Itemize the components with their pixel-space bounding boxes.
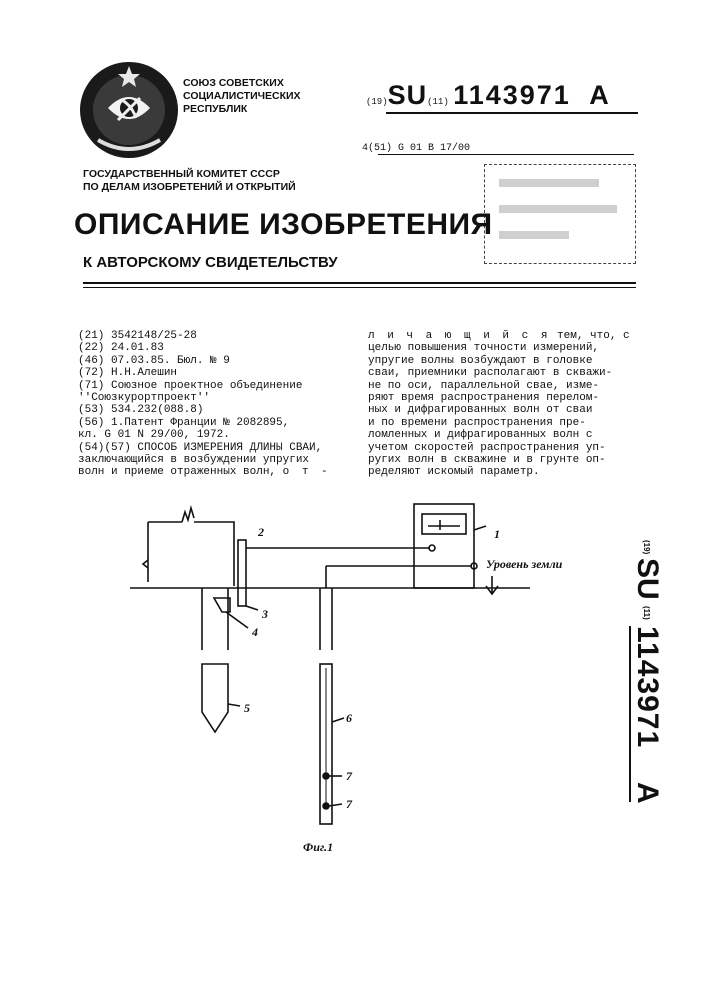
- abstract-line: ределяют искомый параметр.: [368, 466, 540, 479]
- committee-line: ПО ДЕЛАМ ИЗОБРЕТЕНИЙ И ОТКРЫТИЙ: [83, 181, 296, 193]
- inid-code-11: (11): [427, 97, 449, 107]
- abstract: [368, 330, 636, 479]
- committee-line: ГОСУДАРСТВЕННЫЙ КОМИТЕТ СССР: [83, 168, 280, 180]
- ussr-state-emblem-icon: [78, 60, 180, 160]
- inid-code-19: (19): [366, 97, 388, 107]
- side-country-code: SU: [631, 558, 664, 600]
- biblio-line: (54)(57) СПОСОБ ИЗМЕРЕНИЯ ДЛИНЫ СВАИ,: [78, 441, 323, 454]
- org-line: РЕСПУБЛИК: [183, 103, 248, 115]
- abstract-line: не по оси, параллельной свае, изме-: [368, 379, 600, 392]
- leader-7b: [329, 804, 342, 806]
- patent-number: [366, 80, 611, 111]
- pile-lower: [202, 664, 228, 732]
- library-stamp: [484, 164, 636, 264]
- sensor-2: [238, 540, 246, 606]
- abstract-line: упругие волны возбуждают в головке: [368, 354, 593, 367]
- leader-4: [226, 612, 248, 628]
- receiver-7a: [323, 773, 329, 779]
- header-rule-thin: [83, 287, 636, 288]
- abstract-spaced-word: л и ч а ю щ и й с я: [368, 330, 551, 342]
- leader-5: [228, 704, 240, 706]
- side-patent-kind: A: [631, 782, 664, 804]
- biblio-line: (22) 24.01.83: [78, 342, 164, 355]
- side-patent-number: [628, 540, 688, 810]
- patent-kind: A: [589, 80, 611, 110]
- document-subtitle: К АВТОРСКОМУ СВИДЕТЕЛЬСТВУ: [83, 254, 338, 271]
- borehole-upper: [320, 588, 332, 650]
- side-inid-code-19: (19): [642, 540, 651, 555]
- biblio-line: (46) 07.03.85. Бюл. № 9: [78, 354, 230, 367]
- org-line: СОЮЗ СОВЕТСКИХ: [183, 77, 284, 89]
- abstract-line: ряют время распространения перелом-: [368, 392, 600, 405]
- ipc-class: 4(51) G 01 B 17/00: [362, 143, 471, 154]
- leader-6: [332, 718, 344, 722]
- side-inid-code-11: (11): [642, 606, 651, 620]
- number-underline: [386, 112, 638, 114]
- figure-1-drawing: [130, 500, 600, 840]
- ground-level-label: Уровень земли: [486, 557, 563, 571]
- biblio-line: заключающийся в возбуждении упругих: [78, 454, 310, 467]
- instrument-display: [422, 514, 466, 534]
- abstract-line: и по времени распространения пре-: [368, 416, 586, 429]
- figure-caption: Фиг.1: [303, 840, 334, 854]
- abstract-line: [368, 330, 636, 342]
- org-name: [183, 77, 323, 116]
- label-4: 4: [252, 625, 258, 639]
- abstract-line-rest: тем, что, с: [557, 330, 630, 342]
- display-trace: [428, 520, 460, 530]
- biblio-line: (71) Союзное проектное объединение: [78, 379, 303, 392]
- side-patent-number-value: 1143971: [631, 626, 664, 749]
- biblio-line: (53) 534.232(088.8): [78, 404, 204, 417]
- bibliographic-data: [78, 330, 363, 479]
- abstract-line: ломленных и дифрагированных волн с: [368, 429, 593, 442]
- biblio-line: (72) Н.Н.Алешин: [78, 367, 178, 380]
- label-1: 1: [494, 527, 500, 541]
- biblio-line-text: волн и приеме отраженных волн,: [78, 466, 277, 479]
- abstract-line: ных и дифрагированных волн от сваи: [368, 404, 593, 417]
- biblio-line: [78, 466, 363, 478]
- structure-outline: [148, 508, 234, 586]
- committee-name: [83, 168, 343, 194]
- biblio-line-tail: о т -: [282, 466, 331, 479]
- abstract-line: учетом скоростей распространения уп-: [368, 441, 606, 454]
- abstract-line: целью повышения точности измерений,: [368, 342, 600, 355]
- label-6: 6: [346, 711, 352, 725]
- biblio-line: кл. G 01 N 29/00, 1972.: [78, 429, 230, 442]
- leader-1: [474, 526, 486, 530]
- label-3: 3: [262, 607, 268, 621]
- biblio-line: (56) 1.Патент Франции № 2082895,: [78, 416, 290, 429]
- biblio-line: ''Союзкурортпроект'': [78, 392, 211, 405]
- header-rule: [83, 282, 636, 284]
- label-7b: 7: [346, 797, 352, 811]
- abstract-line: ругих волн в скважине и в грунте оп-: [368, 454, 606, 467]
- ipc-underline: [378, 154, 634, 155]
- instrument-1: [414, 504, 474, 588]
- cable-2: [326, 566, 472, 588]
- label-2: 2: [258, 525, 264, 539]
- label-5: 5: [244, 701, 250, 715]
- leader-3: [246, 606, 258, 610]
- biblio-line: (21) 3542148/25-28: [78, 330, 197, 342]
- country-code: SU: [387, 80, 428, 110]
- patent-number-value: 1143971: [453, 80, 571, 110]
- receiver-7b: [323, 803, 329, 809]
- document-title: ОПИСАНИЕ ИЗОБРЕТЕНИЯ: [74, 208, 493, 241]
- abstract-line: сваи, приемники располагают в скважи-: [368, 367, 613, 380]
- label-7a: 7: [346, 769, 352, 783]
- org-line: СОЦИАЛИСТИЧЕСКИХ: [183, 90, 301, 102]
- ground-level-arrow: [486, 576, 498, 594]
